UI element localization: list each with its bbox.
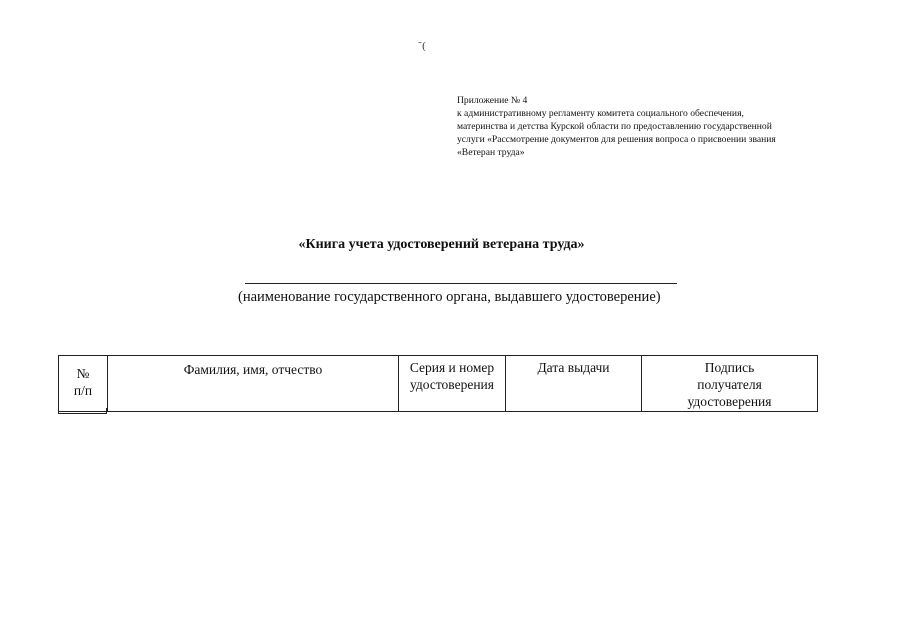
register-table	[58, 355, 818, 412]
header-full-name-line: Фамилия, имя, отчество	[183, 362, 323, 377]
appendix-note	[457, 94, 877, 159]
document-title: «Книга учета удостоверений ветерана труда»	[298, 237, 585, 252]
header-series-number	[399, 356, 506, 412]
document-title-block	[0, 237, 905, 253]
header-signature-line: удостоверения	[687, 394, 772, 409]
header-series-line: Серия и номер	[409, 360, 495, 375]
header-series-line: удостоверения	[409, 377, 494, 392]
page-number-mark: ˜(	[418, 40, 427, 52]
appendix-line: услуги «Рассмотрение документов для решения вопроса о присвоении звания	[457, 134, 776, 145]
organization-caption: (наименование государственного органа, выдавшего удостоверение)	[238, 289, 661, 305]
header-number-line: п/п	[73, 383, 93, 398]
header-signature-line: получателя	[697, 377, 762, 392]
header-issue-date-line: Дата выдачи	[537, 360, 610, 375]
header-signature	[642, 356, 818, 412]
organization-blank-line	[245, 283, 677, 284]
appendix-line: Приложение № 4	[457, 95, 528, 106]
header-signature-line: Подпись	[704, 360, 755, 375]
table-header-row	[59, 356, 818, 412]
table-number-column-extension	[58, 408, 107, 414]
appendix-line: материнства и детства Курской области по предоставлению государственной	[457, 121, 772, 132]
header-number	[59, 356, 108, 412]
appendix-line: к административному регламенту комитета социального обеспечения,	[457, 108, 744, 119]
appendix-line: «Ветеран труда»	[457, 147, 525, 158]
header-issue-date	[506, 356, 642, 412]
header-number-line: №	[76, 366, 90, 381]
scan-artifact	[20, 0, 250, 4]
header-full-name	[108, 356, 399, 412]
